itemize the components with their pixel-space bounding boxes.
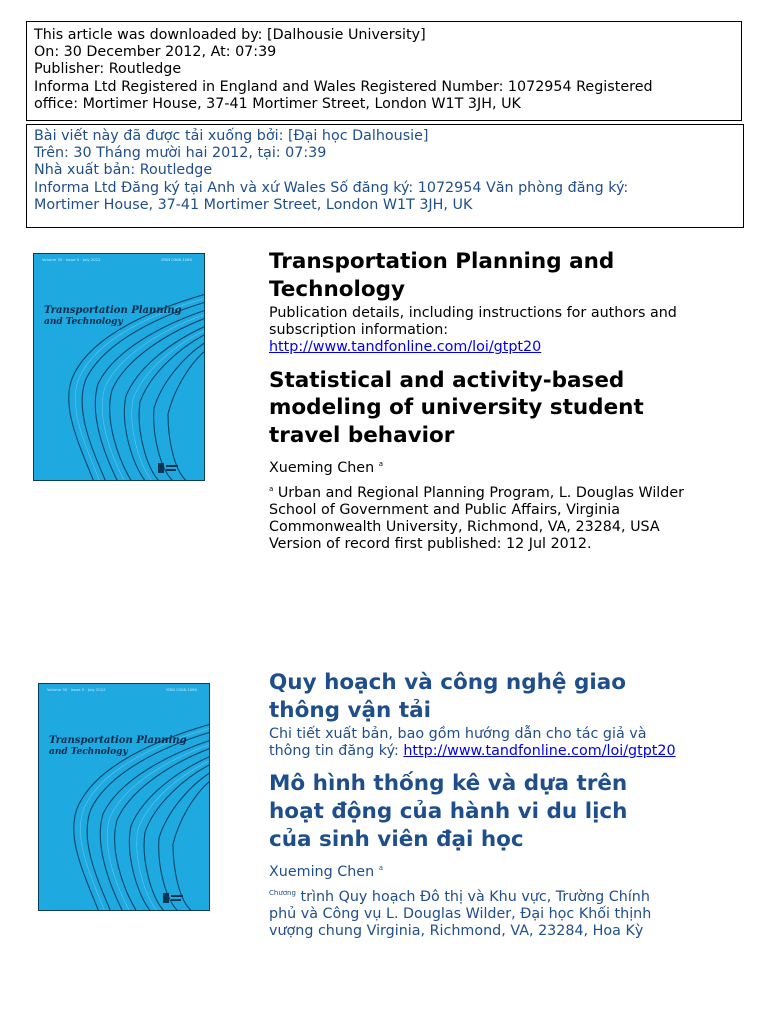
cover-title-line1: Transportation Planning [44, 305, 182, 316]
author-name: Xueming Chen [269, 459, 375, 476]
journal-title-line1: Transportation Planning and [269, 249, 615, 274]
pub-details-line2: subscription information: [269, 322, 449, 339]
article-title-vi-line1: Mô hình thống kê và dựa trên [269, 771, 628, 797]
journal-url-link[interactable]: http://www.tandfonline.com/loi/gtpt20 [269, 339, 542, 356]
journal-title-line2: Technology [269, 276, 406, 302]
routledge-logo-icon [158, 461, 178, 475]
cover-issn: ISSN 0308-1060 [161, 257, 192, 262]
article-title-vi [269, 770, 749, 853]
download-notice [26, 21, 742, 121]
download-notice-vi [26, 124, 744, 228]
cover-issn-vi: ISSN 0308-1060 [166, 687, 197, 692]
pub-details-vi-line1: Chi tiết xuất bản, bao gồm hướng dẫn cho tác giả và [269, 726, 647, 742]
author-vi [269, 860, 749, 881]
journal-url-link-vi[interactable]: http://www.tandfonline.com/loi/gtpt20 [403, 743, 676, 760]
notice-downloaded-by: This article was downloaded by: [Dalhousie University] [34, 27, 426, 43]
article-title-vi-line3: của sinh viên đại học [269, 827, 524, 852]
notice-publisher: Publisher: Routledge [34, 61, 182, 78]
affil-line2: School of Government and Public Affairs, Virginia [269, 501, 621, 518]
publication-details-vi [269, 726, 749, 760]
article-title-line1: Statistical and activity-based [269, 367, 625, 393]
article-title [269, 367, 749, 450]
cover-issue-line [42, 257, 192, 263]
version-of-record: Version of record first published: 12 Jul 2012. [269, 536, 592, 553]
journal-cover-image-vi [38, 683, 210, 911]
publication-details [269, 305, 749, 357]
notice-registration: Informa Ltd Registered in England and Wales Registered Number: 1072954 Registered [34, 78, 653, 95]
cover-title-vi-line2: and Technology [49, 746, 128, 757]
notice-office: office: Mortimer House, 37-41 Mortimer Street, London W1T 3JH, UK [34, 95, 521, 112]
routledge-logo-icon [163, 891, 183, 905]
affil-marker-vi: Chương [269, 888, 296, 897]
pub-details-line1: Publication details, including instructions for authors and [269, 305, 677, 321]
affil-line3: Commonwealth University, Richmond, VA, 23284, USA [269, 519, 660, 536]
cover-road-lines [34, 254, 205, 481]
cover-title-vi-line1: Transportation Planning [49, 735, 187, 746]
affiliation [269, 481, 749, 554]
cover-road-lines-vi [39, 684, 210, 911]
journal-title-vi-line1: Quy hoạch và công nghệ giao [269, 670, 627, 695]
affil-vi-line3: vượng chung Virginia, Richmond, VA, 23284, Hoa Kỳ [269, 922, 644, 939]
article-info-vi [269, 669, 749, 940]
notice-vi-date: Trên: 30 Tháng mười hai 2012, tại: 07:39 [34, 145, 327, 162]
notice-vi-downloaded-by: Bài viết này đã được tải xuống bởi: [Đại học Dalhousie] [34, 128, 429, 144]
cover-title-line2: and Technology [44, 316, 123, 327]
article-title-vi-line2: hoạt động của hành vi du lịch [269, 799, 628, 825]
notice-vi-publisher: Nhà xuất bản: Routledge [34, 162, 213, 179]
notice-date: On: 30 December 2012, At: 07:39 [34, 44, 277, 61]
journal-title [269, 248, 749, 303]
article-title-line2: modeling of university student [269, 395, 644, 421]
pub-details-vi-line2: thông tin đăng ký: [269, 743, 404, 760]
article-title-line3: travel behavior [269, 423, 455, 449]
cover-issue-line-vi [47, 687, 197, 693]
journal-cover-image [33, 253, 205, 481]
article-info [269, 248, 749, 554]
affil-vi-line2: phủ và Công vụ L. Douglas Wilder, Đại học Khối thịnh [269, 905, 652, 922]
notice-vi-registration: Informa Ltd Đăng ký tại Anh và xứ Wales Số đăng ký: 1072954 Văn phòng đăng ký: [34, 179, 629, 196]
cover-title [44, 306, 199, 327]
author [269, 456, 749, 477]
cover-issue: Volume 35 · Issue 5 · July 2012 [42, 257, 101, 262]
author-affil-marker-vi: a [378, 863, 383, 872]
affil-line1: Urban and Regional Planning Program, L. Douglas Wilder [273, 484, 685, 501]
cover-issue-vi: Volume 35 · Issue 5 · July 2012 [47, 687, 106, 692]
affiliation-vi [269, 885, 749, 940]
notice-vi-office: Mortimer House, 37-41 Mortimer Street, London W1T 3JH, UK [34, 196, 473, 213]
journal-title-vi-line2: thông vận tải [269, 697, 432, 723]
cover-title-vi [49, 736, 204, 757]
author-name-vi: Xueming Chen [269, 863, 375, 880]
journal-title-vi [269, 669, 749, 724]
affil-vi-line1: trình Quy hoạch Đô thị và Khu vực, Trường Chính [295, 888, 650, 905]
author-affil-marker: a [378, 460, 383, 468]
affil-marker: a [269, 484, 274, 493]
